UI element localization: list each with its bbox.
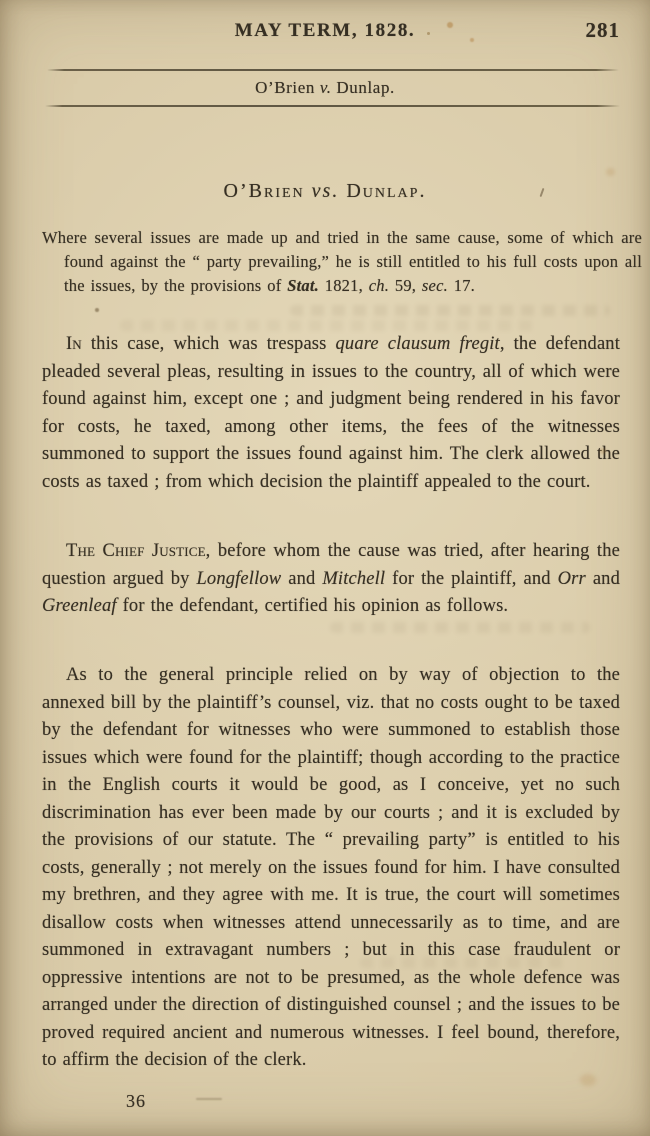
header-rule-bottom (45, 105, 620, 107)
bleed-through-text (120, 320, 540, 331)
opinion-paragraph-3: As to the general principle relied on by way of objection to the annexed bill by the plaintiff’s counsel, viz. that no costs ought to be taxed by the defendant for witnesses who were summoned to establish those issues which were found for the plaintiff; though according to the practice in the English courts it would be good, as I conceive, yet no such discrimination has ever been made by our courts ; and it is excluded by the provisions of our statute. The “ prevailing party” is entitled to his costs, generally ; not merely on the issues found for him. I have consulted my brethren, and they agree with me. It is true, the court will sometimes disallow costs when witnesses attend unnecessarily as to time, and are summoned in extravagant numbers ; but in this case fraudulent or oppressive intentions are not to be presumed, as the whole defence was arranged under the direction of distinguished counsel ; and the issues to be proved required ancient and numerous witnesses. I feel bound, therefore, to affirm the decision of the clerk. (42, 665, 620, 1070)
case-title: O’Brien vs. Dunlap. (223, 180, 427, 202)
signature-mark: 36 (126, 1091, 146, 1111)
bleed-through-text (330, 622, 590, 633)
ink-speck (95, 308, 99, 312)
bleed-through-text (290, 305, 610, 316)
header-rule-top (47, 69, 619, 71)
headnote: Where several issues are made up and tried in the same cause, some of which are found against the “ party prevailing,” he is still entitled to his full costs upon all the issues, by the provisions of Stat. 1821, ch. 59, sec. 17. (42, 228, 642, 295)
foxing-stain (606, 168, 615, 176)
opinion-paragraph-2: The Chief Justice, before whom the cause was tried, after hearing the question argued by Longfellow and Mitchell for the plaintiff, and Orr and Greenleaf for the defendant, certified his opinion as follows. (42, 541, 620, 616)
foxing-stain (580, 1074, 596, 1086)
paper-mark (196, 1098, 222, 1100)
running-case-name: O’Brien v. Dunlap. (255, 78, 395, 97)
opinion-paragraph-1: In this case, which was trespass quare clausum fregit, the defendant pleaded several pleas, resulting in issues to the country, all of which were found against him, except one ; and judgment being rendered in his favor for costs, he taxed, among other items, the fees of the witnesses summoned to support the issues found against him. The clerk allowed the costs as taxed ; from which decision the plaintiff appealed to the court. (42, 334, 620, 492)
page-number: 281 (585, 18, 620, 42)
running-head: MAY TERM, 1828. (234, 20, 416, 41)
